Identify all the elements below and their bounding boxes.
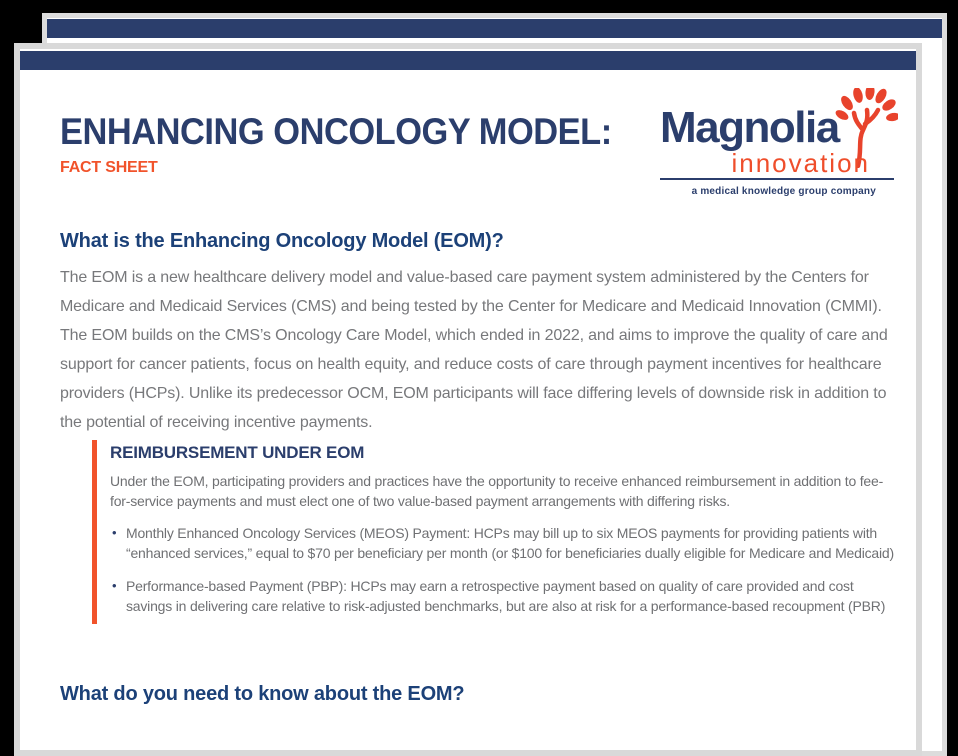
bullet-text: Monthly Enhanced Oncology Services (MEOS) Payment: HCPs may bill up to six MEOS payments for providing patients with “enhanced services,” equal to $70 per beneficiary per month (or $100 for beneficiaries dually eligible for Medicare and Medicaid) xyxy=(126,525,894,561)
bullet-icon: • xyxy=(112,578,117,593)
page-1 xyxy=(14,43,922,756)
callout-bullet-list xyxy=(110,523,894,616)
section-1-heading: What is the Enhancing Oncology Model (EOM)? xyxy=(60,230,504,252)
title-block xyxy=(60,94,653,177)
page-content xyxy=(20,94,916,706)
callout-heading: REIMBURSEMENT UNDER EOM xyxy=(110,443,365,462)
reimbursement-callout xyxy=(92,440,894,624)
page-2-header-bar xyxy=(47,19,942,38)
magnolia-logo xyxy=(656,94,894,200)
document-title: ENHANCING ONCOLOGY MODEL: xyxy=(60,111,612,152)
logo-wordmark: Magnolia xyxy=(660,103,839,152)
list-item xyxy=(110,523,894,563)
logo-sub-wordmark: innovation xyxy=(731,148,870,178)
callout-intro: Under the EOM, participating providers and practices have the opportunity to receive enhanced reimbursement in addition to fee-for-service payments and must elect one of two value-based payment arrangements with differing risks. xyxy=(110,473,884,509)
page-1-header-bar xyxy=(20,51,916,70)
section-2-heading: What do you need to know about the EOM? xyxy=(60,683,465,705)
bullet-icon: • xyxy=(112,525,117,540)
logo-divider xyxy=(660,178,894,180)
bullet-text: Performance-based Payment (PBP): HCPs may earn a retrospective payment based on quality of care provided and cost savings in delivering care relative to risk-adjusted benchmarks, but are also at risk for a performance-based recoupment (PBR) xyxy=(126,578,886,614)
logo-tagline: a medical knowledge group company xyxy=(691,186,876,197)
document-header xyxy=(60,94,894,200)
section-1-body: The EOM is a new healthcare delivery model and value-based care payment system administered by the Centers for Medicare and Medicaid Services (CMS) and being tested by the Center for Medicare and Medicaid Innovation (CMMI). The EOM builds on the CMS’s Oncology Care Model, which ended in 2022, and aims to improve the quality of care and support for cancer patients, focus on health equity, and reduce costs of care through payment incentives for healthcare providers (HCPs). Unlike its predecessor OCM, EOM participants will face differing levels of downside risk in addition to the potential of receiving incentive payments. xyxy=(60,269,888,431)
document-subtitle: FACT SHEET xyxy=(60,158,158,176)
list-item xyxy=(110,576,894,616)
